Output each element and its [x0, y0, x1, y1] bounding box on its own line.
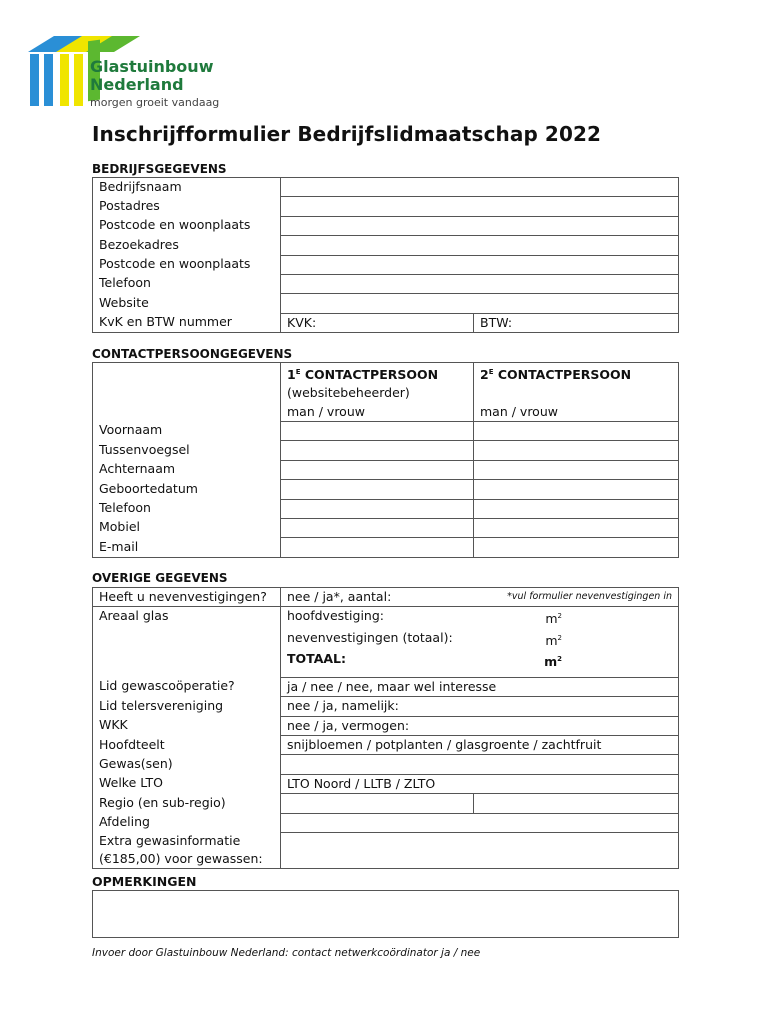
input-contact2-achternaam[interactable] — [474, 460, 679, 479]
contact-header-empty — [93, 363, 281, 422]
input-areaal-nevenvestigingen[interactable]: nevenvestigingen (totaal): $m^2$ — [281, 629, 679, 650]
input-areaal-hoofdvestiging[interactable]: hoofdvestiging: $m^2$ — [281, 607, 679, 629]
input-website[interactable] — [281, 294, 679, 313]
input-contact1-mobiel[interactable] — [281, 518, 474, 537]
input-contact2-email[interactable] — [474, 538, 679, 557]
label-afdeling: Afdeling — [93, 813, 281, 832]
input-wkk[interactable]: nee / ja, vermogen: — [281, 716, 679, 735]
input-contact2-geboortedatum[interactable] — [474, 480, 679, 499]
label-tussenvoegsel: Tussenvoegsel — [93, 441, 281, 460]
label-postadres: Postadres — [93, 197, 281, 216]
section-heading-bedrijfsgegevens: BEDRIJFSGEGEVENS — [92, 162, 227, 176]
input-areaal-totaal[interactable]: TOTAAL: $m^2$ — [281, 650, 679, 671]
input-contact1-tussenvoegsel[interactable] — [281, 441, 474, 460]
label-postcode-woonplaats: Postcode en woonplaats — [93, 216, 281, 235]
label-gewascooperatie: Lid gewascoöperatie? — [93, 677, 281, 696]
label-website: Website — [93, 294, 281, 313]
input-contact1-email[interactable] — [281, 538, 474, 557]
input-gewascooperatie[interactable]: ja / nee / nee, maar wel interesse — [281, 677, 679, 696]
input-afdeling[interactable] — [281, 813, 679, 832]
section-heading-opmerkingen: OPMERKINGEN — [92, 874, 197, 889]
input-postadres[interactable] — [281, 197, 679, 216]
input-contact1-telefoon[interactable] — [281, 499, 474, 518]
input-gewassen[interactable] — [281, 755, 679, 774]
contact1-gender[interactable]: man / vrouw — [281, 403, 474, 422]
logo-tagline: morgen groeit vandaag — [90, 96, 220, 109]
input-welke-lto[interactable]: LTO Noord / LLTB / ZLTO — [281, 774, 679, 793]
input-contact1-achternaam[interactable] — [281, 460, 474, 479]
label-extra-gewasinformatie: Extra gewasinformatie (€185,00) voor gewassen: — [93, 832, 281, 869]
label-bedrijfsnaam: Bedrijfsnaam — [93, 178, 281, 197]
page-title: Inschrijfformulier Bedrijfslidmaatschap 2022 — [92, 122, 601, 146]
label-contact-telefoon: Telefoon — [93, 499, 281, 518]
input-regio[interactable] — [281, 794, 474, 813]
label-regio: Regio (en sub-regio) — [93, 794, 281, 813]
input-subregio[interactable] — [474, 794, 679, 813]
contact2-gender[interactable]: man / vrouw — [474, 403, 679, 422]
input-contact2-voornaam[interactable] — [474, 421, 679, 440]
section-heading-overige-gegevens: OVERIGE GEGEVENS — [92, 571, 228, 585]
label-postcode-woonplaats-bezoek: Postcode en woonplaats — [93, 255, 281, 274]
contactpersoon-table — [92, 362, 679, 558]
label-gewassen: Gewas(sen) — [93, 755, 281, 774]
label-mobiel: Mobiel — [93, 518, 281, 537]
input-postcode-woonplaats[interactable] — [281, 216, 679, 235]
input-nevenvestigingen[interactable]: nee / ja*, aantal: *vul formulier nevenvestigingen in — [281, 588, 679, 607]
input-contact1-voornaam[interactable] — [281, 421, 474, 440]
overige-gegevens-table — [92, 587, 679, 869]
input-bedrijfsnaam[interactable] — [281, 178, 679, 197]
label-nevenvestigingen: Heeft u nevenvestigingen? — [93, 588, 281, 607]
bedrijfsgegevens-table — [92, 177, 679, 333]
label-achternaam: Achternaam — [93, 460, 281, 479]
contact1-subheader: (websitebeheerder) — [281, 384, 474, 402]
input-telefoon[interactable] — [281, 274, 679, 293]
input-contact2-telefoon[interactable] — [474, 499, 679, 518]
label-telefoon: Telefoon — [93, 274, 281, 293]
input-contact1-geboortedatum[interactable] — [281, 480, 474, 499]
label-wkk: WKK — [93, 716, 281, 735]
input-hoofdteelt[interactable]: snijbloemen / potplanten / glasgroente / zachtfruit — [281, 736, 679, 755]
logo-name-line1: Glastuinbouw — [90, 57, 214, 76]
section-heading-contactpersoongegevens: CONTACTPERSOONGEGEVENS — [92, 347, 293, 361]
input-extra-gewasinformatie[interactable] — [281, 832, 679, 869]
nevenvestigingen-note: *vul formulier nevenvestigingen in — [507, 591, 672, 602]
label-hoofdteelt: Hoofdteelt — [93, 736, 281, 755]
label-welke-lto: Welke LTO — [93, 774, 281, 793]
logo-name-line2: Nederland — [90, 75, 184, 94]
input-bezoekadres[interactable] — [281, 236, 679, 255]
opmerkingen-textarea[interactable] — [92, 890, 679, 938]
input-btw[interactable]: BTW: — [474, 313, 679, 332]
label-kvk-btw: KvK en BTW nummer — [93, 313, 281, 332]
input-contact2-tussenvoegsel[interactable] — [474, 441, 679, 460]
label-areaal-glas: Areaal glas — [93, 607, 281, 677]
input-contact2-mobiel[interactable] — [474, 518, 679, 537]
label-bezoekadres: Bezoekadres — [93, 236, 281, 255]
label-geboortedatum: Geboortedatum — [93, 480, 281, 499]
footer-note: Invoer door Glastuinbouw Nederland: contact netwerkcoördinator ja / nee — [92, 947, 481, 959]
label-telersvereniging: Lid telersvereniging — [93, 697, 281, 716]
contact1-header: $1^E$ CONTACTPERSOON — [281, 363, 474, 385]
label-email: E-mail — [93, 538, 281, 557]
label-voornaam: Voornaam — [93, 421, 281, 440]
input-kvk[interactable]: KVK: — [281, 313, 474, 332]
input-telersvereniging[interactable]: nee / ja, namelijk: — [281, 697, 679, 716]
input-postcode-woonplaats-bezoek[interactable] — [281, 255, 679, 274]
contact2-header: $2^E$ CONTACTPERSOON — [474, 363, 679, 403]
